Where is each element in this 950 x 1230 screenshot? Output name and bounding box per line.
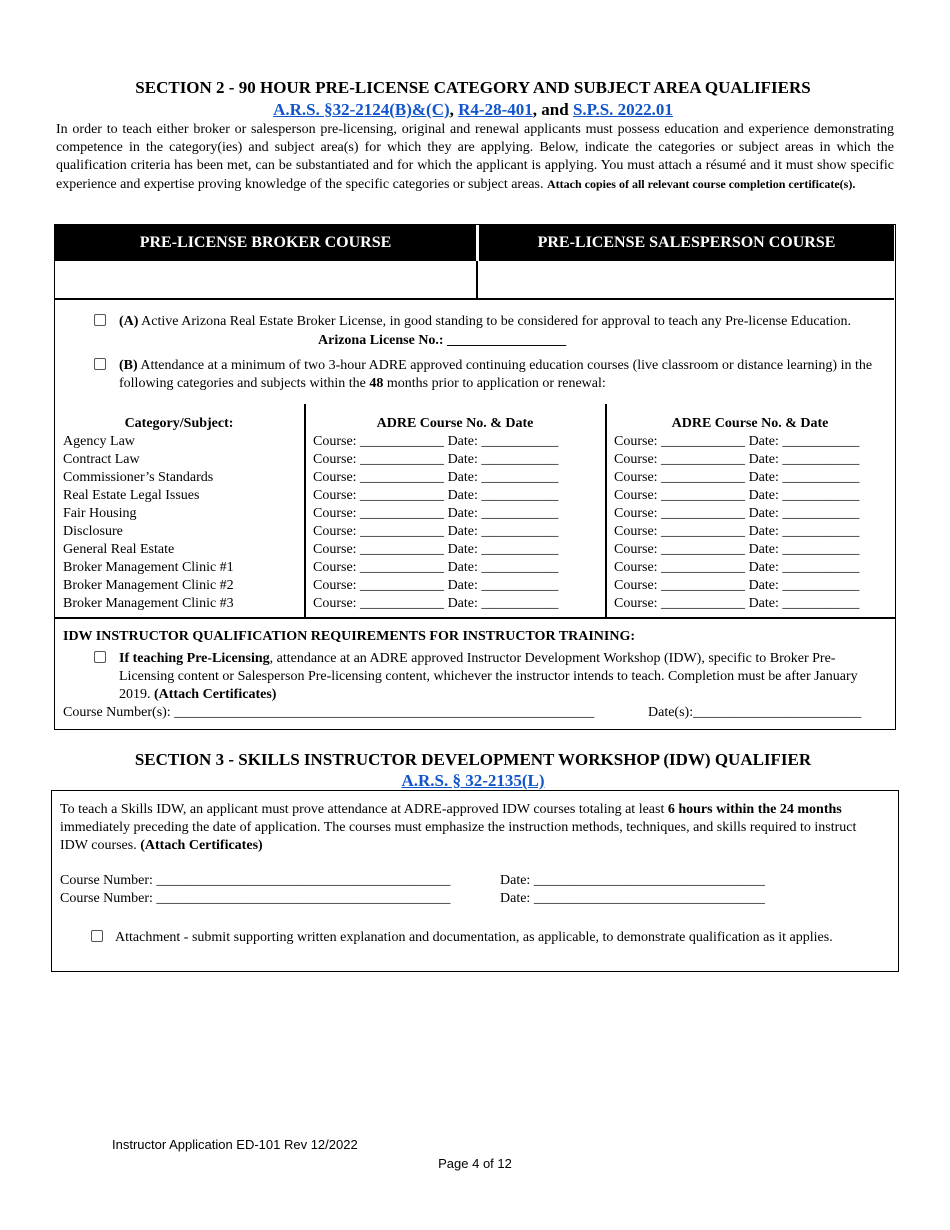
section3-course-number-1[interactable]: Course Number: __________________________________________ bbox=[60, 873, 451, 888]
section2-refs bbox=[0, 99, 946, 120]
idw-checkbox[interactable] bbox=[94, 651, 106, 663]
course-date-row bbox=[614, 487, 894, 505]
category-item: Broker Management Clinic #3 bbox=[63, 596, 234, 611]
category-header: Category/Subject: bbox=[124, 416, 234, 431]
course-field[interactable]: Course: ____________ bbox=[313, 434, 445, 449]
section3-text-1: To teach a Skills IDW, an applicant must prove attendance at ADRE-approved IDW courses totaling at least bbox=[60, 802, 668, 817]
course-date-column-2 bbox=[614, 433, 894, 613]
date-field[interactable]: Date: ___________ bbox=[748, 524, 860, 539]
category-item: Agency Law bbox=[63, 434, 135, 449]
course-field[interactable]: Course: ____________ bbox=[614, 524, 746, 539]
grid-divider-2 bbox=[605, 404, 607, 618]
rule-link[interactable]: R4-28-401 bbox=[458, 100, 533, 119]
option-a-text bbox=[119, 313, 879, 331]
date-field[interactable]: Date: ___________ bbox=[748, 596, 860, 611]
arizona-license-field[interactable] bbox=[318, 332, 566, 350]
category-item: Commissioner’s Standards bbox=[63, 470, 214, 485]
course-date-row bbox=[614, 433, 894, 451]
date-field[interactable]: Date: ___________ bbox=[447, 470, 559, 485]
date-field[interactable]: Date: ___________ bbox=[447, 524, 559, 539]
course-field[interactable]: Course: ____________ bbox=[313, 578, 445, 593]
section2-intro bbox=[56, 121, 894, 194]
empty-row-bottom bbox=[55, 298, 894, 300]
course-field[interactable]: Course: ____________ bbox=[614, 506, 746, 521]
broker-course-check-cell[interactable] bbox=[57, 263, 473, 296]
course-date-row bbox=[313, 451, 603, 469]
date-field[interactable]: Date: ___________ bbox=[748, 578, 860, 593]
section3-course-number-2[interactable]: Course Number: __________________________________________ bbox=[60, 891, 451, 906]
date-field[interactable]: Date: ___________ bbox=[447, 542, 559, 557]
section2-title: SECTION 2 - 90 HOUR PRE-LICENSE CATEGORY AND SUBJECT AREA QUALIFIERS bbox=[135, 78, 811, 97]
option-a-checkbox[interactable] bbox=[94, 314, 106, 326]
option-b-label: (B) bbox=[119, 358, 138, 373]
ars-link[interactable]: A.R.S. §32-2124(B)&(C) bbox=[273, 100, 450, 119]
attachment-checkbox[interactable] bbox=[91, 930, 103, 942]
course-field[interactable]: Course: ____________ bbox=[313, 542, 445, 557]
option-b-description-2: months prior to application or renewal: bbox=[383, 376, 606, 391]
section3-ref-wrap bbox=[0, 771, 946, 791]
course-date-row bbox=[313, 523, 603, 541]
course-date-row bbox=[313, 469, 603, 487]
date-field[interactable]: Date: ___________ bbox=[748, 470, 860, 485]
date-field[interactable]: Date: ___________ bbox=[748, 434, 860, 449]
date-field[interactable]: Date: ___________ bbox=[447, 506, 559, 521]
section3-text-2: immediately preceding the date of application. The courses must emphasize the instruction methods, techniques, and skills required to instruct IDW courses. bbox=[60, 820, 857, 853]
option-b-description-1: Attendance at a minimum of two 3-hour ADRE approved continuing education courses (live classroom or distance learning) in the following categories and subjects within the bbox=[119, 358, 873, 391]
category-item: Broker Management Clinic #2 bbox=[63, 578, 234, 593]
course-field[interactable]: Course: ____________ bbox=[614, 488, 746, 503]
idw-bold-text: If teaching Pre-Licensing bbox=[119, 651, 270, 666]
category-item: Contract Law bbox=[63, 452, 140, 467]
course-date-column-1 bbox=[313, 433, 603, 613]
idw-text bbox=[119, 650, 885, 704]
grid-top-spacer bbox=[54, 404, 896, 406]
course-field[interactable]: Course: ____________ bbox=[614, 560, 746, 575]
date-field[interactable]: Date: ___________ bbox=[748, 452, 860, 467]
section3-ars-link[interactable]: A.R.S. § 32-2135(L) bbox=[401, 771, 545, 790]
salesperson-course-check-cell[interactable] bbox=[480, 263, 891, 296]
category-item: Broker Management Clinic #1 bbox=[63, 560, 234, 575]
empty-row-divider bbox=[476, 261, 478, 299]
date-field[interactable]: Date: ___________ bbox=[447, 488, 559, 503]
category-item: General Real Estate bbox=[63, 542, 175, 557]
idw-course-number-field[interactable]: Course Number(s): ____________________________________________________________ bbox=[63, 705, 595, 720]
idw-attach: (Attach Certificates) bbox=[154, 687, 277, 702]
date-field[interactable]: Date: ___________ bbox=[447, 560, 559, 575]
date-field[interactable]: Date: ___________ bbox=[447, 578, 559, 593]
idw-dates-field[interactable]: Date(s):________________________ bbox=[648, 705, 862, 720]
course-field[interactable]: Course: ____________ bbox=[313, 452, 445, 467]
course-field[interactable]: Course: ____________ bbox=[313, 596, 445, 611]
course-field[interactable]: Course: ____________ bbox=[614, 578, 746, 593]
category-item: Disclosure bbox=[63, 524, 123, 539]
date-field[interactable]: Date: ___________ bbox=[447, 452, 559, 467]
intro-bold-text: Attach copies of all relevant course completion certificate(s). bbox=[546, 177, 856, 191]
category-item: Fair Housing bbox=[63, 506, 137, 521]
course-field[interactable]: Course: ____________ bbox=[614, 596, 746, 611]
course-date-row bbox=[614, 559, 894, 577]
option-b-text bbox=[119, 357, 879, 393]
course-header-1: ADRE Course No. & Date bbox=[376, 416, 534, 431]
course-date-row bbox=[614, 541, 894, 559]
section3-title: SECTION 3 - SKILLS INSTRUCTOR DEVELOPMENT WORKSHOP (IDW) QUALIFIER bbox=[134, 750, 812, 769]
option-b-checkbox[interactable] bbox=[94, 358, 106, 370]
grid-bottom-line bbox=[54, 617, 896, 619]
refs-separator-1: , bbox=[449, 100, 459, 119]
course-date-row bbox=[614, 469, 894, 487]
license-blank[interactable]: _________________ bbox=[447, 333, 567, 348]
date-field[interactable]: Date: ___________ bbox=[748, 488, 860, 503]
date-field[interactable]: Date: ___________ bbox=[748, 542, 860, 557]
course-header-2: ADRE Course No. & Date bbox=[671, 416, 829, 431]
course-field[interactable]: Course: ____________ bbox=[313, 524, 445, 539]
idw-title: IDW INSTRUCTOR QUALIFICATION REQUIREMENTS FOR INSTRUCTOR TRAINING: bbox=[63, 629, 636, 644]
intro-text: In order to teach either broker or salesperson pre-licensing, original and renewal applicants must possess education and experience demonstrating competence in the category(ies) and subject area(s) for which they are applying. Below, indicate the categories or subject areas in which the qualification criteria has been met, can be substantiated and for which the applicant is applying. You must attach a résumé and it must show specific experience and expertise proving knowledge of the specific categories or subject areas. bbox=[56, 122, 894, 192]
course-date-row bbox=[313, 487, 603, 505]
page-number: Page 4 of 12 bbox=[438, 1156, 512, 1171]
form-identifier: Instructor Application ED-101 Rev 12/2022 bbox=[112, 1137, 358, 1152]
course-field[interactable]: Course: ____________ bbox=[614, 452, 746, 467]
course-field[interactable]: Course: ____________ bbox=[313, 506, 445, 521]
course-date-row bbox=[313, 559, 603, 577]
section3-date-1[interactable]: Date: _________________________________ bbox=[500, 873, 765, 888]
license-label: Arizona License No.: bbox=[318, 333, 444, 348]
course-field[interactable]: Course: ____________ bbox=[313, 488, 445, 503]
course-date-row bbox=[614, 505, 894, 523]
course-date-row bbox=[313, 541, 603, 559]
course-date-row bbox=[313, 595, 603, 613]
section3-attach: (Attach Certificates) bbox=[140, 838, 263, 853]
idw-description: , attendance at an ADRE approved Instructor Development Workshop (IDW), specific to Broker Pre-Licensing content or Salesperson Pre-licensing content, whichever the instructor intends to teach. Completion must be after January 2019. bbox=[119, 651, 858, 702]
course-date-row bbox=[614, 523, 894, 541]
course-date-row bbox=[313, 577, 603, 595]
salesperson-course-header: PRE-LICENSE SALESPERSON COURSE bbox=[479, 225, 894, 261]
course-field[interactable]: Course: ____________ bbox=[313, 470, 445, 485]
section3-text bbox=[60, 801, 886, 855]
course-field[interactable]: Course: ____________ bbox=[614, 434, 746, 449]
date-field[interactable]: Date: ___________ bbox=[748, 560, 860, 575]
course-date-row bbox=[313, 505, 603, 523]
sps-link[interactable]: S.P.S. 2022.01 bbox=[572, 100, 673, 119]
option-a-label: (A) bbox=[119, 314, 139, 329]
course-field[interactable]: Course: ____________ bbox=[614, 542, 746, 557]
grid-divider-1 bbox=[304, 404, 306, 618]
broker-course-header: PRE-LICENSE BROKER COURSE bbox=[55, 225, 476, 261]
course-field[interactable]: Course: ____________ bbox=[614, 470, 746, 485]
attachment-text: Attachment - submit supporting written explanation and documentation, as applicable, to demonstrate qualification as it applies. bbox=[115, 930, 833, 945]
date-field[interactable]: Date: ___________ bbox=[748, 506, 860, 521]
refs-separator-2: , and bbox=[532, 100, 573, 119]
option-a-description: Active Arizona Real Estate Broker License, in good standing to be considered for approval to teach any Pre-license Education. bbox=[138, 314, 852, 329]
course-field[interactable]: Course: ____________ bbox=[313, 560, 445, 575]
course-date-row bbox=[313, 433, 603, 451]
option-b-months: 48 bbox=[369, 376, 384, 391]
date-field[interactable]: Date: ___________ bbox=[447, 596, 559, 611]
category-item: Real Estate Legal Issues bbox=[63, 488, 200, 503]
course-date-row bbox=[614, 577, 894, 595]
section3-date-2[interactable]: Date: _________________________________ bbox=[500, 891, 765, 906]
section3-text-bold: 6 hours within the 24 months bbox=[667, 802, 842, 817]
course-date-row bbox=[614, 595, 894, 613]
course-date-row bbox=[614, 451, 894, 469]
category-list bbox=[63, 433, 303, 613]
date-field[interactable]: Date: ___________ bbox=[447, 434, 559, 449]
